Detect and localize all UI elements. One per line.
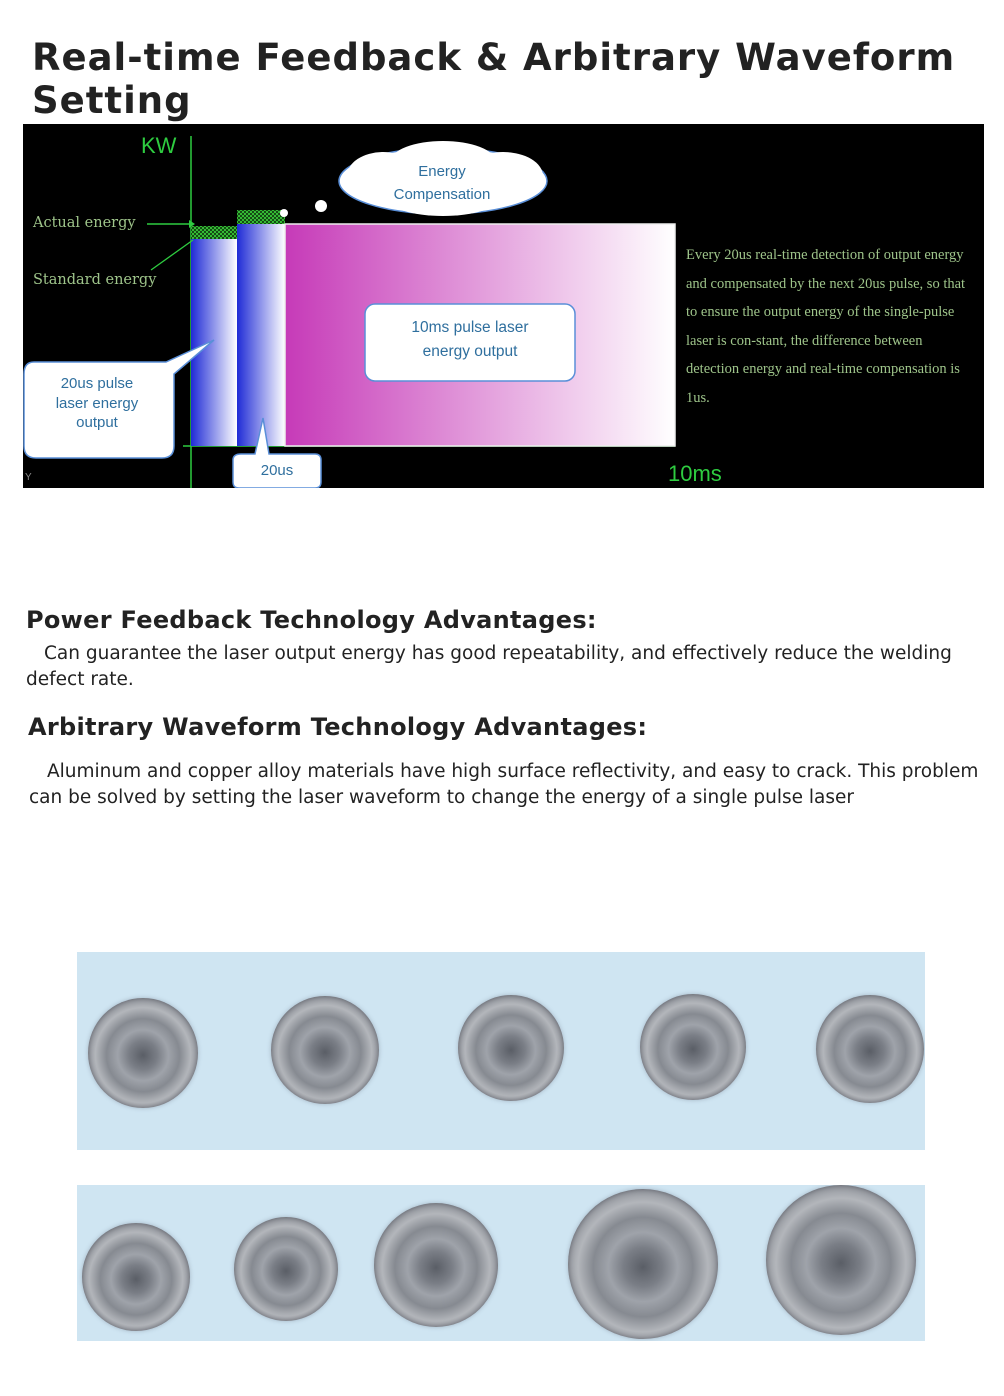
actual-energy-hatch [191,226,237,239]
power-feedback-text: Can guarantee the laser output energy has good repeatability, and effectively reduce the welding defect rate. [26,643,952,690]
weld-spot [816,995,924,1103]
diagram-description: Every 20us real-time detection of output energy and compensated by the next 20us pulse, so that to ensure the output energy of the single-pulse laser is con-stant, the difference between detection energy and real-time compensation is 1us. [686,247,966,406]
arbitrary-waveform-text: Aluminum and copper alloy materials have high surface reflectivity, and easy to crack. This problem can be solved by setting the laser waveform to change the energy of a single pulse laser [29,761,979,808]
interval-label: 20us [260,462,294,479]
cloud-text-line2: Compensation [393,186,491,203]
long-pulse-text-line1: 10ms pulse laser [411,319,529,336]
weld-spot [766,1185,916,1335]
short-pulse-text-line2: laser energy [55,395,139,412]
cloud-text-line1: Energy [418,163,466,180]
standard-energy-pointer [151,240,193,270]
arbitrary-waveform-heading: Arbitrary Waveform Technology Advantages: [28,713,648,741]
y-axis-label: KW [141,133,177,158]
origin-label: Y [25,472,32,483]
first-pulse-bar [191,239,237,446]
standard-energy-label: Standard energy [33,272,157,288]
weld-samples-row-1 [77,952,925,1150]
page-title: Real-time Feedback & Arbitrary Waveform Setting [32,36,956,122]
actual-energy-label: Actual energy [33,215,136,231]
weld-spot [271,996,379,1104]
x-axis-end-label: 10ms [668,461,722,486]
compensation-hatch [237,210,285,224]
long-pulse-text-line2: energy output [422,343,518,360]
weld-spot [640,994,746,1100]
second-pulse-bar [237,224,285,446]
weld-spot [374,1203,498,1327]
power-feedback-heading: Power Feedback Technology Advantages: [26,606,597,634]
weld-spot [88,998,198,1108]
short-pulse-text-line1: 20us pulse [60,375,134,392]
short-pulse-text-line3: output [76,414,118,431]
weld-spot [234,1217,338,1321]
weld-spot [458,995,564,1101]
weld-spot [82,1223,190,1331]
feedback-waveform-diagram [23,124,984,488]
weld-spot [568,1189,718,1339]
weld-samples-row-2 [77,1185,925,1341]
energy-compensation-cloud [280,141,547,217]
